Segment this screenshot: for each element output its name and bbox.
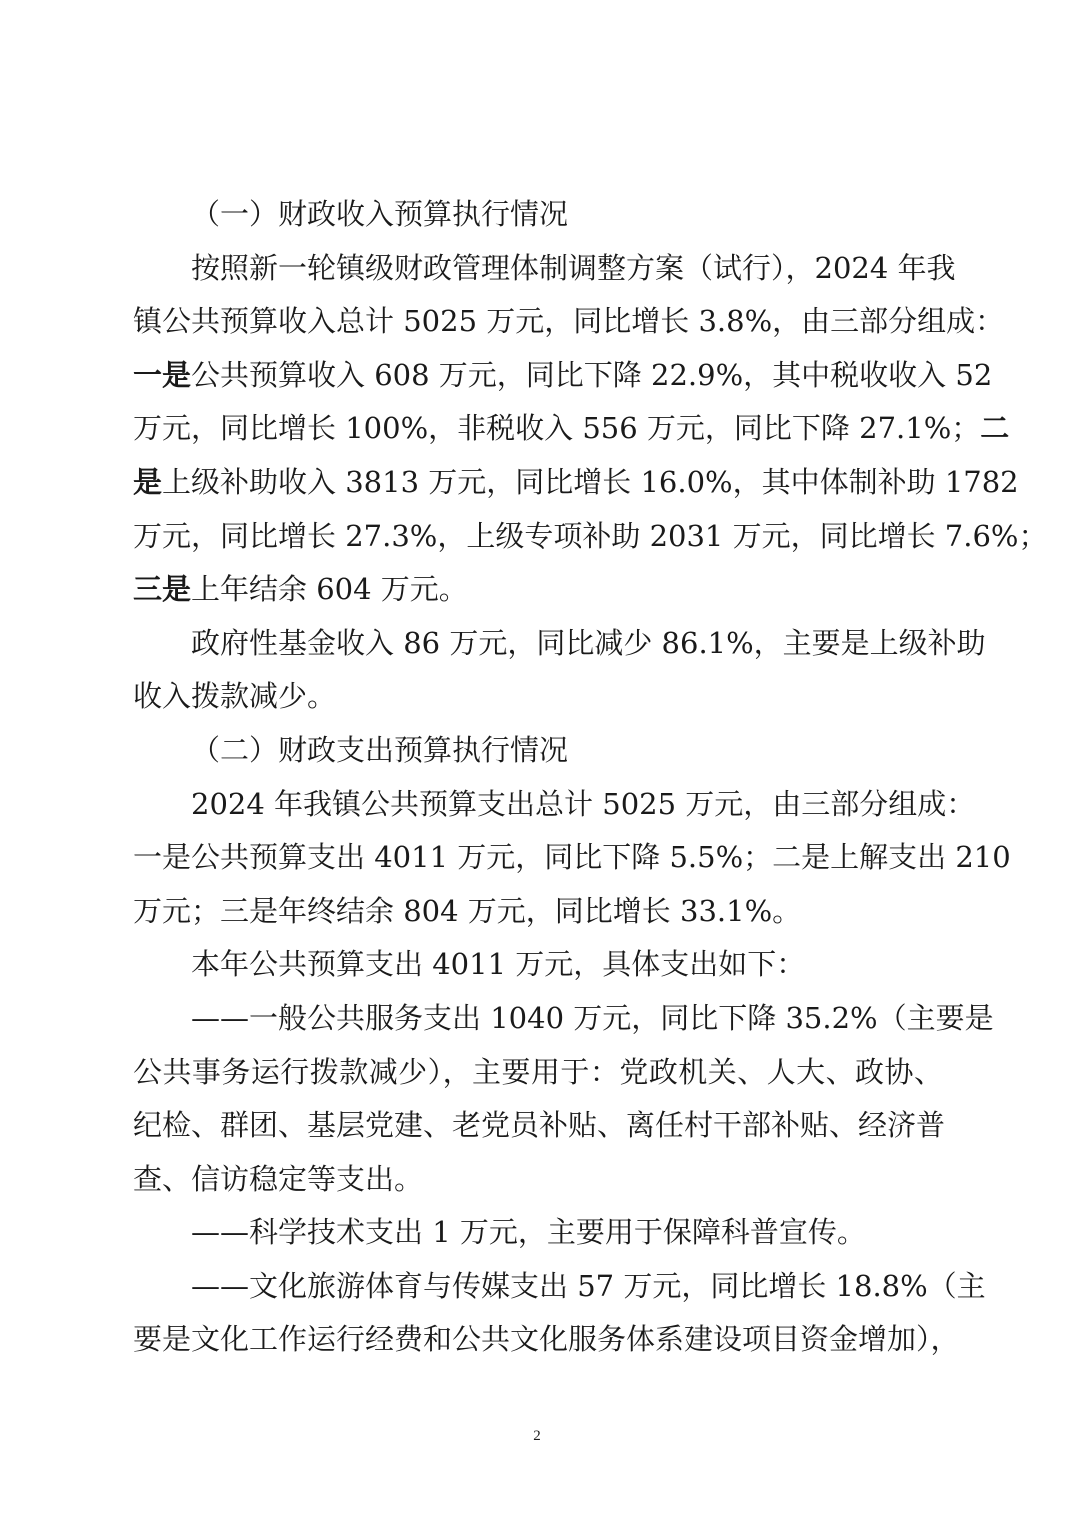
paragraph-line: 按照新一轮镇级财政管理体制调整方案（试行），2024 年我 (191, 250, 956, 285)
emphasis-second-part1: 二 (980, 411, 1010, 446)
paragraph-line: 公共事务运行拨款减少），主要用于：党政机关、人大、政协、 (133, 1054, 943, 1089)
page-number: 2 (533, 1428, 541, 1444)
section-heading-revenue: （一）财政收入预算执行情况 (191, 197, 569, 231)
paragraph-line: 查、信访稳定等支出。 (133, 1161, 424, 1196)
paragraph-line: 要是文化工作运行经费和公共文化服务体系建设项目资金增加）， (133, 1322, 960, 1357)
paragraph-line: 本年公共预算支出 4011 万元，具体支出如下： (191, 947, 806, 982)
paragraph-line: 万元，同比增长 100%，非税收入 556 万元，同比下降 27.1%；二 (133, 411, 1010, 446)
paragraph-line: 收入拨款减少。 (133, 679, 337, 714)
paragraph-line: 纪检、群团、基层党建、老党员补贴、离任村干部补贴、经济普 (133, 1108, 946, 1143)
paragraph-line: 三是上年结余 604 万元。 (133, 572, 468, 607)
paragraph-line: ——科学技术支出 1 万元，主要用于保障科普宣传。 (191, 1215, 866, 1250)
paragraph-line: 镇公共预算收入总计 5025 万元，同比增长 3.8%，由三部分组成： (133, 304, 1005, 339)
paragraph-line: ——一般公共服务支出 1040 万元，同比下降 35.2%（主要是 (191, 1000, 994, 1035)
document-body (133, 188, 1048, 1367)
emphasis-first: 一是 (133, 357, 192, 392)
emphasis-third: 三是 (133, 572, 192, 607)
paragraph-line: ——文化旅游体育与传媒支出 57 万元，同比增长 18.8%（主 (191, 1268, 986, 1303)
paragraph-line: 万元；三是年终结余 804 万元，同比增长 33.1%。 (133, 893, 802, 928)
paragraph-line: 一是公共预算支出 4011 万元，同比下降 5.5%；二是上解支出 210 (133, 840, 1011, 875)
paragraph-line: 2024 年我镇公共预算支出总计 5025 万元，由三部分组成： (191, 786, 976, 821)
paragraph-line: 政府性基金收入 86 万元，同比减少 86.1%，主要是上级补助 (191, 625, 986, 660)
section-heading-expenditure: （二）财政支出预算执行情况 (191, 732, 569, 767)
paragraph-line: 万元，同比增长 27.3%，上级专项补助 2031 万元，同比增长 7.6%； (133, 518, 1048, 553)
emphasis-second-part2: 是 (133, 464, 163, 499)
paragraph-line: 一是公共预算收入 608 万元，同比下降 22.9%，其中税收收入 52 (133, 357, 993, 392)
paragraph-line: 是上级补助收入 3813 万元，同比增长 16.0%，其中体制补助 1782 (133, 464, 1019, 499)
